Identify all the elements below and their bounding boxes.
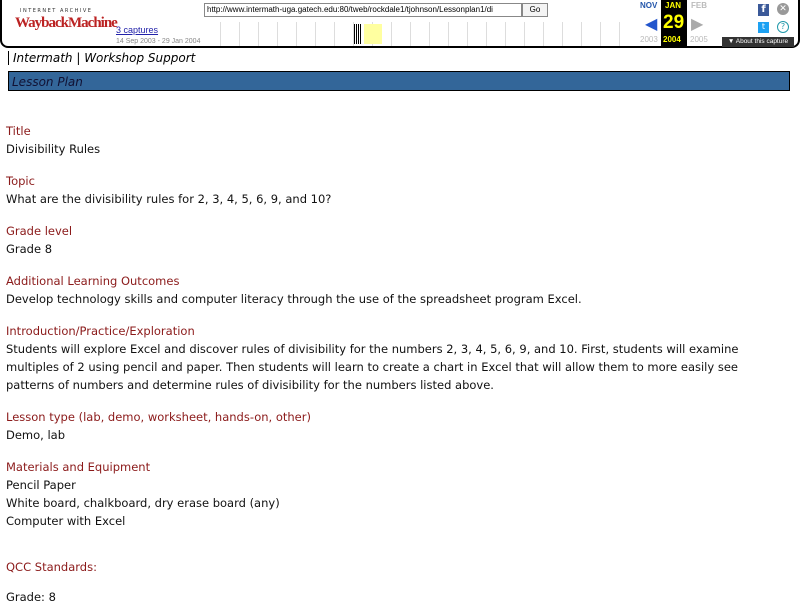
section-text: White board, chalkboard, dry erase board (any) <box>6 496 280 510</box>
capture-range: 14 Sep 2003 - 29 Jan 2004 <box>116 38 201 45</box>
next-year: 2005 <box>690 35 708 44</box>
section-text: Pencil Paper <box>6 478 76 492</box>
url-input[interactable]: http://www.intermath-uga.gatech.edu:80/tweb/rockdale1/tjohnson/Lessonplan1/di <box>204 3 522 17</box>
capture-timeline[interactable] <box>202 22 632 46</box>
section-text: Grade 8 <box>6 242 53 256</box>
lesson-content <box>6 122 739 606</box>
wayback-logo[interactable]: WaybackMachine <box>15 15 117 31</box>
captures-link[interactable]: 3 captures <box>116 25 159 35</box>
section <box>6 458 739 530</box>
section-text: patterns of numbers and determine rules of divisibility for the numbers listed above. <box>6 378 494 392</box>
section-text: Students will explore Excel and discover rules of divisibility for the numbers 2, 3, 4, 5, 6, 9, and 10. First, students will examine <box>6 342 739 356</box>
section <box>6 408 739 444</box>
current-month: JAN <box>665 1 682 10</box>
current-year: 2004 <box>663 35 681 44</box>
section-text: Develop technology skills and computer literacy through the use of the spreadsheet program Excel. <box>6 292 582 306</box>
lesson-plan-bar: Lesson Plan <box>8 71 790 91</box>
section <box>6 322 739 394</box>
prev-month[interactable]: NOV <box>640 1 658 10</box>
section-heading: Title <box>6 124 31 138</box>
section-heading: Introduction/Practice/Exploration <box>6 324 195 338</box>
section-heading: Additional Learning Outcomes <box>6 274 180 288</box>
next-arrow-icon: ▶ <box>691 14 704 33</box>
section <box>6 172 739 208</box>
capture-marks <box>354 24 362 44</box>
site-header: Intermath | Workshop Support <box>8 51 793 65</box>
facebook-icon[interactable]: f <box>758 4 769 16</box>
section-heading: Grade level <box>6 224 73 238</box>
wayback-toolbar <box>0 0 800 48</box>
section-text: Divisibility Rules <box>6 142 101 156</box>
section-heading: Lesson type (lab, demo, worksheet, hands-on, other) <box>6 410 311 424</box>
prev-arrow-icon[interactable]: ◀ <box>645 14 658 33</box>
section-text: multiples of 2 using pencil and paper. Then students will learn to create a chart in Excel that will allow them to more easily see <box>6 360 738 374</box>
section-heading: Topic <box>6 174 35 188</box>
section-text: Demo, lab <box>6 428 66 442</box>
about-capture-button[interactable]: ▼ About this capture <box>722 37 794 47</box>
go-button[interactable]: Go <box>522 3 548 17</box>
current-day: 29 <box>663 12 685 33</box>
qcc-grade: Grade: 8 <box>6 590 56 604</box>
section <box>6 272 739 308</box>
close-icon[interactable]: ✕ <box>777 3 789 15</box>
qcc-heading: QCC Standards: <box>6 560 97 574</box>
section-text: Computer with Excel <box>6 514 126 528</box>
prev-year: 2003 <box>640 35 658 44</box>
twitter-icon[interactable]: t <box>758 22 769 33</box>
section <box>6 122 739 158</box>
logo-top: INTERNET ARCHIVE <box>20 8 93 14</box>
next-month: FEB <box>691 1 707 10</box>
section-text: What are the divisibility rules for 2, 3, 4, 5, 6, 9, and 10? <box>6 192 332 206</box>
help-icon[interactable]: ? <box>777 21 789 33</box>
section <box>6 222 739 258</box>
current-capture-highlight <box>364 24 382 44</box>
section-heading: Materials and Equipment <box>6 460 151 474</box>
